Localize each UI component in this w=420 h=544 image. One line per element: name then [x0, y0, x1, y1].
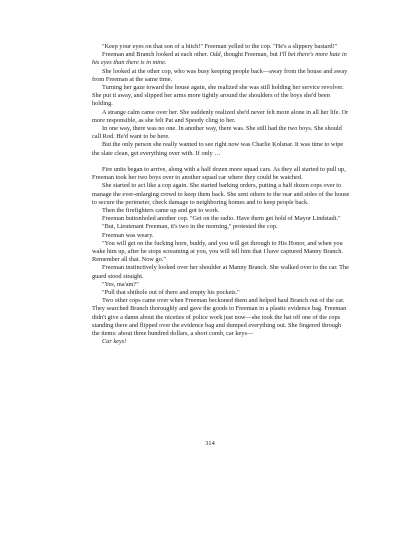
paragraph	[92, 141, 350, 157]
text-run: But the only person she really wanted to see right now was Charlie Kolsnar. It was time to wipe the slate clean, get everything over with. If only …	[92, 141, 344, 157]
paragraph	[92, 289, 350, 297]
section-break	[92, 158, 350, 166]
text-run: In one way, there was no one. In another way, there was. She still had the two boys. She should call Rod. He'd want to be here.	[92, 125, 342, 141]
paragraph	[92, 223, 350, 231]
paragraph	[92, 240, 350, 265]
text-run: Freeman buttonholed another cop. "Get on the radio. Have them get hold of Mayor Lindstadt."	[102, 215, 341, 223]
text-run: Two other cops came over when Freeman beckoned them and helped haul Branch out of the car. They searched Branch thoroughly and gave the goods to Freeman in a plastic evidence bag. Freeman didn't give a damn about the niceties of police work just now—she took the hat off one of the cops standing there and flipped over the evidence bag and dumped everything out. She fingered through the items: about three hundred dollars, a short comb, car keys—	[92, 297, 347, 338]
paragraph	[92, 215, 350, 223]
paragraph	[92, 207, 350, 215]
paragraph	[92, 264, 350, 280]
body-text	[92, 43, 350, 347]
paragraph	[92, 125, 350, 141]
text-run: "But, Lieutenant Freeman, it's two in the morning," protested the cop.	[102, 223, 278, 231]
paragraph	[92, 281, 350, 289]
italic-text: Odd,	[209, 51, 223, 59]
text-run: Then the firefighters came up and got to work.	[102, 207, 220, 215]
italic-text: I'll bet there's more hate in his eyes than there is in mine.	[92, 51, 347, 67]
text-run: "Yes, ma'am?"	[102, 280, 139, 288]
page-number: 314	[205, 440, 215, 447]
paragraph	[92, 68, 350, 84]
text-run: Fire units began to arrive, along with a half dozen more squad cars. As they all started to pull up, Freeman took her two boys over to another squad car where they could be watched.	[92, 166, 346, 182]
text-run: thought Freeman, but	[222, 51, 280, 59]
text-run: Freeman was weary.	[102, 231, 154, 239]
paragraph	[92, 43, 350, 51]
text-run: "Pull that shithole out of there and empty his pockets."	[102, 289, 240, 297]
text-run: Freeman and Branch looked at each other.	[102, 51, 210, 59]
italic-text: Car keys!	[102, 338, 127, 346]
paragraph	[92, 297, 350, 338]
text-run: "You will get on the fucking horn, buddy, and you will get through to His Honor, and when you wake him up, after he stops screaming at you, you will tell him that I have captured Manny Branch. Remember all that. Now go."	[92, 239, 343, 264]
text-run: A strange calm came over her. She suddenly realized she'd never felt more alone in all her life. Or more responsible, as she felt Pat and Speedy cling to her.	[92, 108, 349, 124]
paragraph	[92, 338, 350, 346]
paragraph	[92, 109, 350, 125]
text-run: She started to act like a cop again. She started barking orders, putting a half dozen cops over to manage the ever-enlarging crowd to keep them back. She sent others to the rear and sides of the house to secure the perimeter, check damage to neighboring homes and to keep people back.	[92, 182, 350, 206]
text-run: "Keep your eyes on that son of a bitch!" Freeman yelled to the cop. "He's a slippery bastard!"	[102, 43, 338, 50]
paragraph	[92, 166, 350, 182]
text-run: Turning her gaze toward the house again, she realized she was still holding her service revolver. She put it away, and slipped her arms more tightly around the shoulders of the boys she'd been holding.	[92, 84, 344, 108]
text-run: Freeman instinctively looked over her shoulder at Manny Branch. She walked over to the car. The guard stood straight.	[92, 264, 349, 280]
paragraph	[92, 182, 350, 207]
paragraph	[92, 51, 350, 67]
text-run: She looked at the other cop, who was busy keeping people back—away from the house and away from Freeman at the same time.	[92, 67, 348, 83]
paragraph	[92, 84, 350, 109]
paragraph	[92, 232, 350, 240]
